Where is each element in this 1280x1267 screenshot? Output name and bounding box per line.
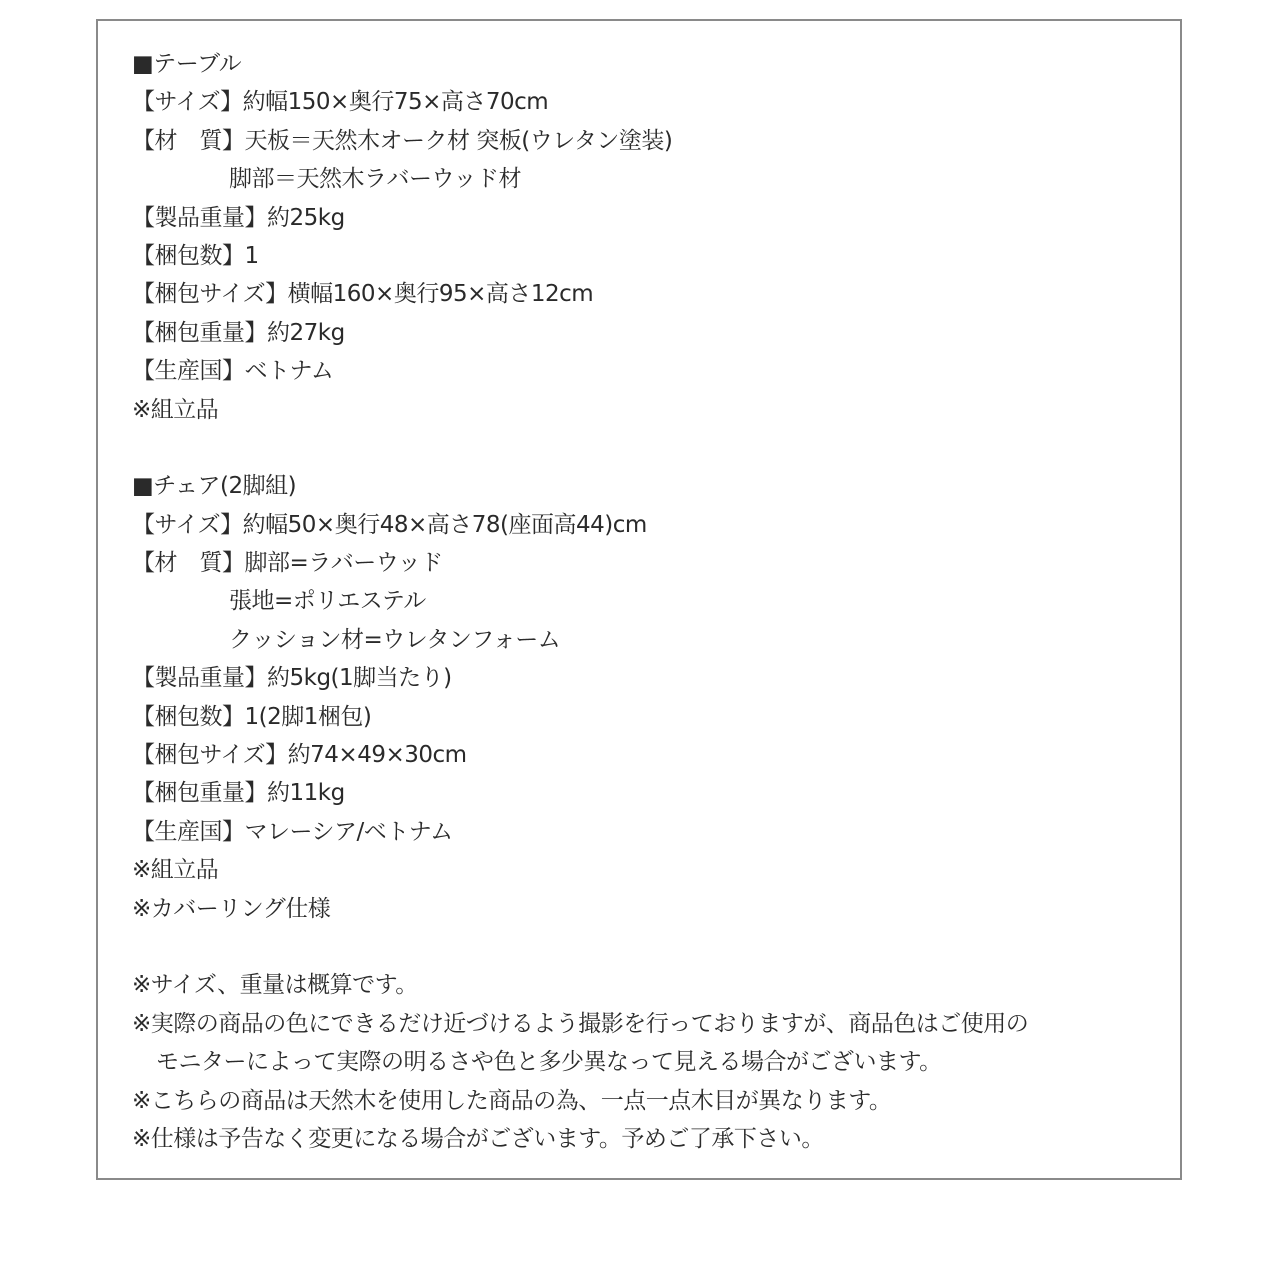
table-package-size: 【梱包サイズ】横幅160×奥行95×高さ12cm <box>132 281 594 308</box>
chair-material: 【材 質】脚部=ラバーウッド <box>132 550 443 577</box>
chair-weight: 【製品重量】約5kg(1脚当たり) <box>132 665 452 692</box>
table-assembly-note: ※組立品 <box>132 396 219 423</box>
table-package-weight: 【梱包重量】約27kg <box>132 319 345 346</box>
table-material-legs: 脚部＝天然木ラバーウッド材 <box>229 166 522 193</box>
chair-material-cushion: クッション材=ウレタンフォーム <box>229 626 561 653</box>
table-weight: 【製品重量】約25kg <box>132 204 345 231</box>
table-heading: ■テーブル <box>132 51 242 77</box>
section-gap <box>132 928 1160 966</box>
spec-content <box>132 45 1160 1158</box>
table-package-count: 【梱包数】1 <box>132 242 259 269</box>
table-material: 【材 質】天板＝天然木オーク材 突板(ウレタン塗装) <box>132 127 673 154</box>
chair-material-upholstery: 張地=ポリエステル <box>229 588 426 615</box>
table-origin: 【生産国】ベトナム <box>132 358 334 385</box>
chair-covering-note: ※カバーリング仕様 <box>132 895 331 922</box>
chair-package-size: 【梱包サイズ】約74×49×30cm <box>132 742 467 769</box>
section-gap <box>132 429 1160 467</box>
note-color: ※実際の商品の色にできるだけ近づけるよう撮影を行っておりますが、商品色はご使用の <box>132 1010 1029 1037</box>
chair-package-count: 【梱包数】1(2脚1梱包) <box>132 703 372 730</box>
note-spec-change: ※仕様は予告なく変更になる場合がございます。予めご了承下さい。 <box>132 1125 824 1152</box>
spec-box <box>96 19 1182 1180</box>
note-approximate: ※サイズ、重量は概算です。 <box>132 972 418 999</box>
chair-origin: 【生産国】マレーシア/ベトナム <box>132 818 453 845</box>
note-wood-grain: ※こちらの商品は天然木を使用した商品の為、一点一点木目が異なります。 <box>132 1087 892 1114</box>
table-size: 【サイズ】約幅150×奥行75×高さ70cm <box>132 89 549 116</box>
note-color-continued: モニターによって実際の明るさや色と多少異なって見える場合がございます。 <box>156 1049 942 1076</box>
chair-size: 【サイズ】約幅50×奥行48×高さ78(座面高44)cm <box>132 511 647 538</box>
chair-assembly-note: ※組立品 <box>132 857 219 884</box>
chair-heading: ■チェア(2脚組) <box>132 473 297 500</box>
chair-package-weight: 【梱包重量】約11kg <box>132 780 345 807</box>
